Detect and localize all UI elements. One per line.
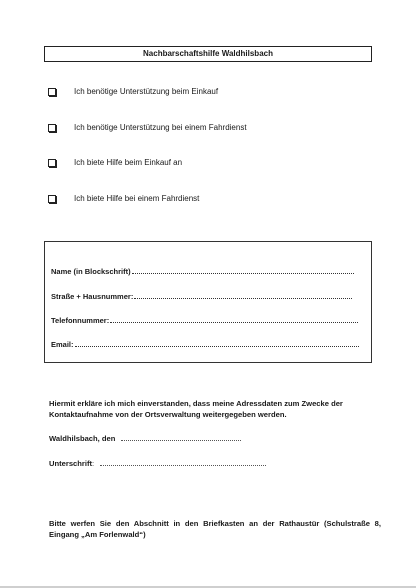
phone-label: Telefonnummer: xyxy=(51,316,110,325)
street-field[interactable] xyxy=(51,292,352,301)
checkbox-square[interactable] xyxy=(48,159,56,167)
option-label: Ich biete Hilfe bei einem Fahrdienst xyxy=(74,194,200,203)
form-title: Nachbarschaftshilfe Waldhilsbach xyxy=(44,46,372,62)
street-entry-line[interactable] xyxy=(134,297,352,299)
email-field[interactable] xyxy=(51,340,359,349)
name-field[interactable] xyxy=(51,267,354,276)
place-date-line[interactable] xyxy=(49,434,241,443)
option-label: Ich benötige Unterstützung bei einem Fahrdienst xyxy=(74,123,247,132)
place-date-label: Waldhilsbach, den xyxy=(49,434,116,443)
email-entry-line[interactable] xyxy=(75,345,359,347)
checkbox-square[interactable] xyxy=(48,124,56,132)
footer-instructions: Bitte werfen Sie den Abschnitt in den Briefkasten an der Rathaustür (Schulstraße 8, Eingang „Am Forlenwald“) xyxy=(49,519,381,539)
phone-entry-line[interactable] xyxy=(110,321,358,323)
option-label: Ich biete Hilfe beim Einkauf an xyxy=(74,158,183,167)
date-entry-line[interactable] xyxy=(121,439,241,441)
signature-line[interactable] xyxy=(49,459,266,468)
address-box xyxy=(44,241,372,363)
phone-field[interactable] xyxy=(51,316,358,325)
checkbox-square[interactable] xyxy=(48,88,56,96)
consent-text: Hiermit erkläre ich mich einverstanden, dass meine Adressdaten zum Zwecke der Kontaktaufnahme von der Ortsverwaltung weitergegeben werden. xyxy=(49,399,343,419)
signature-label: Unterschrift: xyxy=(49,459,95,468)
checkbox-square[interactable] xyxy=(48,195,56,203)
street-label: Straße + Hausnummer: xyxy=(51,292,134,301)
option-label: Ich benötige Unterstützung beim Einkauf xyxy=(74,87,219,96)
email-label: Email: xyxy=(51,340,74,349)
name-label: Name (in Blockschrift) xyxy=(51,267,131,276)
signature-entry-line[interactable] xyxy=(100,464,266,466)
name-entry-line[interactable] xyxy=(132,272,354,274)
